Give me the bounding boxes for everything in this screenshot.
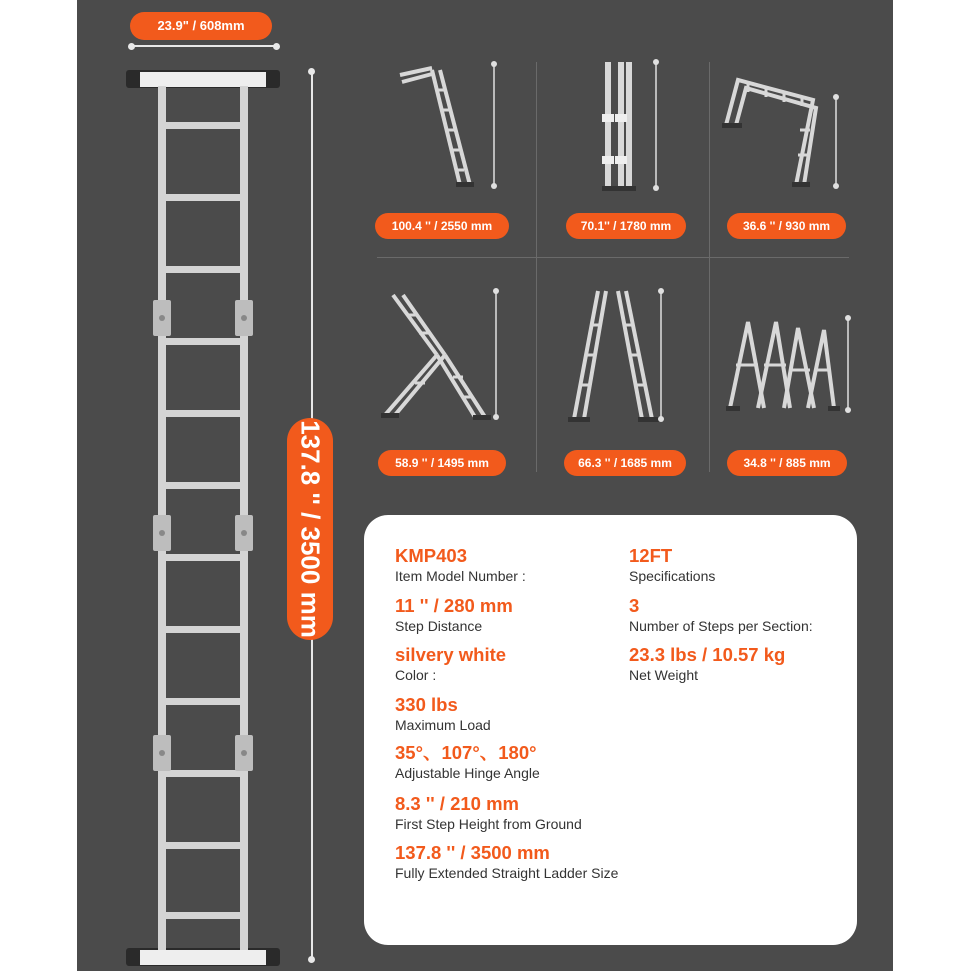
spec-model — [395, 545, 526, 585]
thumbnail-divider — [709, 62, 710, 472]
spec-label: Specifications — [629, 568, 716, 584]
config-size-badge: 58.9 '' / 1495 mm — [378, 450, 506, 476]
spec-label: Fully Extended Straight Ladder Size — [395, 865, 619, 881]
thumbnail-divider — [377, 257, 849, 258]
spec-value: 3 — [629, 595, 640, 616]
spec-value: 35°、107°、180° — [395, 742, 537, 763]
spec-value: KMP403 — [395, 545, 467, 566]
ladder-config-thumbnail — [724, 310, 854, 420]
spec-value: 330 lbs — [395, 694, 458, 715]
ladder-config-thumbnail — [375, 285, 505, 425]
spec-color — [395, 644, 506, 684]
config-size-badge: 70.1'' / 1780 mm — [566, 213, 686, 239]
spec-value: 8.3 '' / 210 mm — [395, 793, 519, 814]
spec-label: Maximum Load — [395, 717, 491, 733]
spec-label: Item Model Number : — [395, 568, 526, 584]
spec-value: 23.3 lbs / 10.57 kg — [629, 644, 786, 665]
config-size-badge: 36.6 '' / 930 mm — [727, 213, 846, 239]
spec-extended-size — [395, 842, 618, 882]
config-size-badge: 100.4 '' / 2550 mm — [375, 213, 509, 239]
ladder-config-thumbnail — [580, 56, 670, 196]
spec-label: First Step Height from Ground — [395, 816, 582, 832]
ladder-config-thumbnail — [380, 60, 510, 200]
thumbnail-divider — [536, 62, 537, 472]
spec-first-step-height — [395, 793, 582, 833]
spec-specification — [629, 545, 715, 585]
spec-label: Color : — [395, 667, 437, 683]
spec-label: Adjustable Hinge Angle — [395, 765, 540, 781]
spec-label: Step Distance — [395, 618, 483, 634]
width-dimension-badge: 23.9" / 608mm — [130, 12, 272, 40]
spec-max-load — [395, 694, 491, 734]
config-size-badge: 66.3 '' / 1685 mm — [564, 450, 686, 476]
spec-value: silvery white — [395, 644, 507, 665]
spec-value: 11 '' / 280 mm — [395, 595, 513, 616]
height-dimension-text: 137.8 '' / 3500 mm — [295, 420, 326, 638]
spec-label: Net Weight — [629, 667, 698, 683]
spec-hinge-angle — [395, 742, 540, 782]
spec-value: 12FT — [629, 545, 673, 566]
spec-net-weight — [629, 644, 785, 684]
spec-value: 137.8 '' / 3500 mm — [395, 842, 550, 863]
spec-label: Number of Steps per Section: — [629, 618, 813, 634]
ladder-config-thumbnail — [718, 70, 848, 195]
spec-step-distance — [395, 595, 513, 635]
ladder-config-thumbnail — [560, 285, 670, 425]
spec-steps-per-section — [629, 595, 813, 635]
config-size-badge: 34.8 '' / 885 mm — [727, 450, 847, 476]
